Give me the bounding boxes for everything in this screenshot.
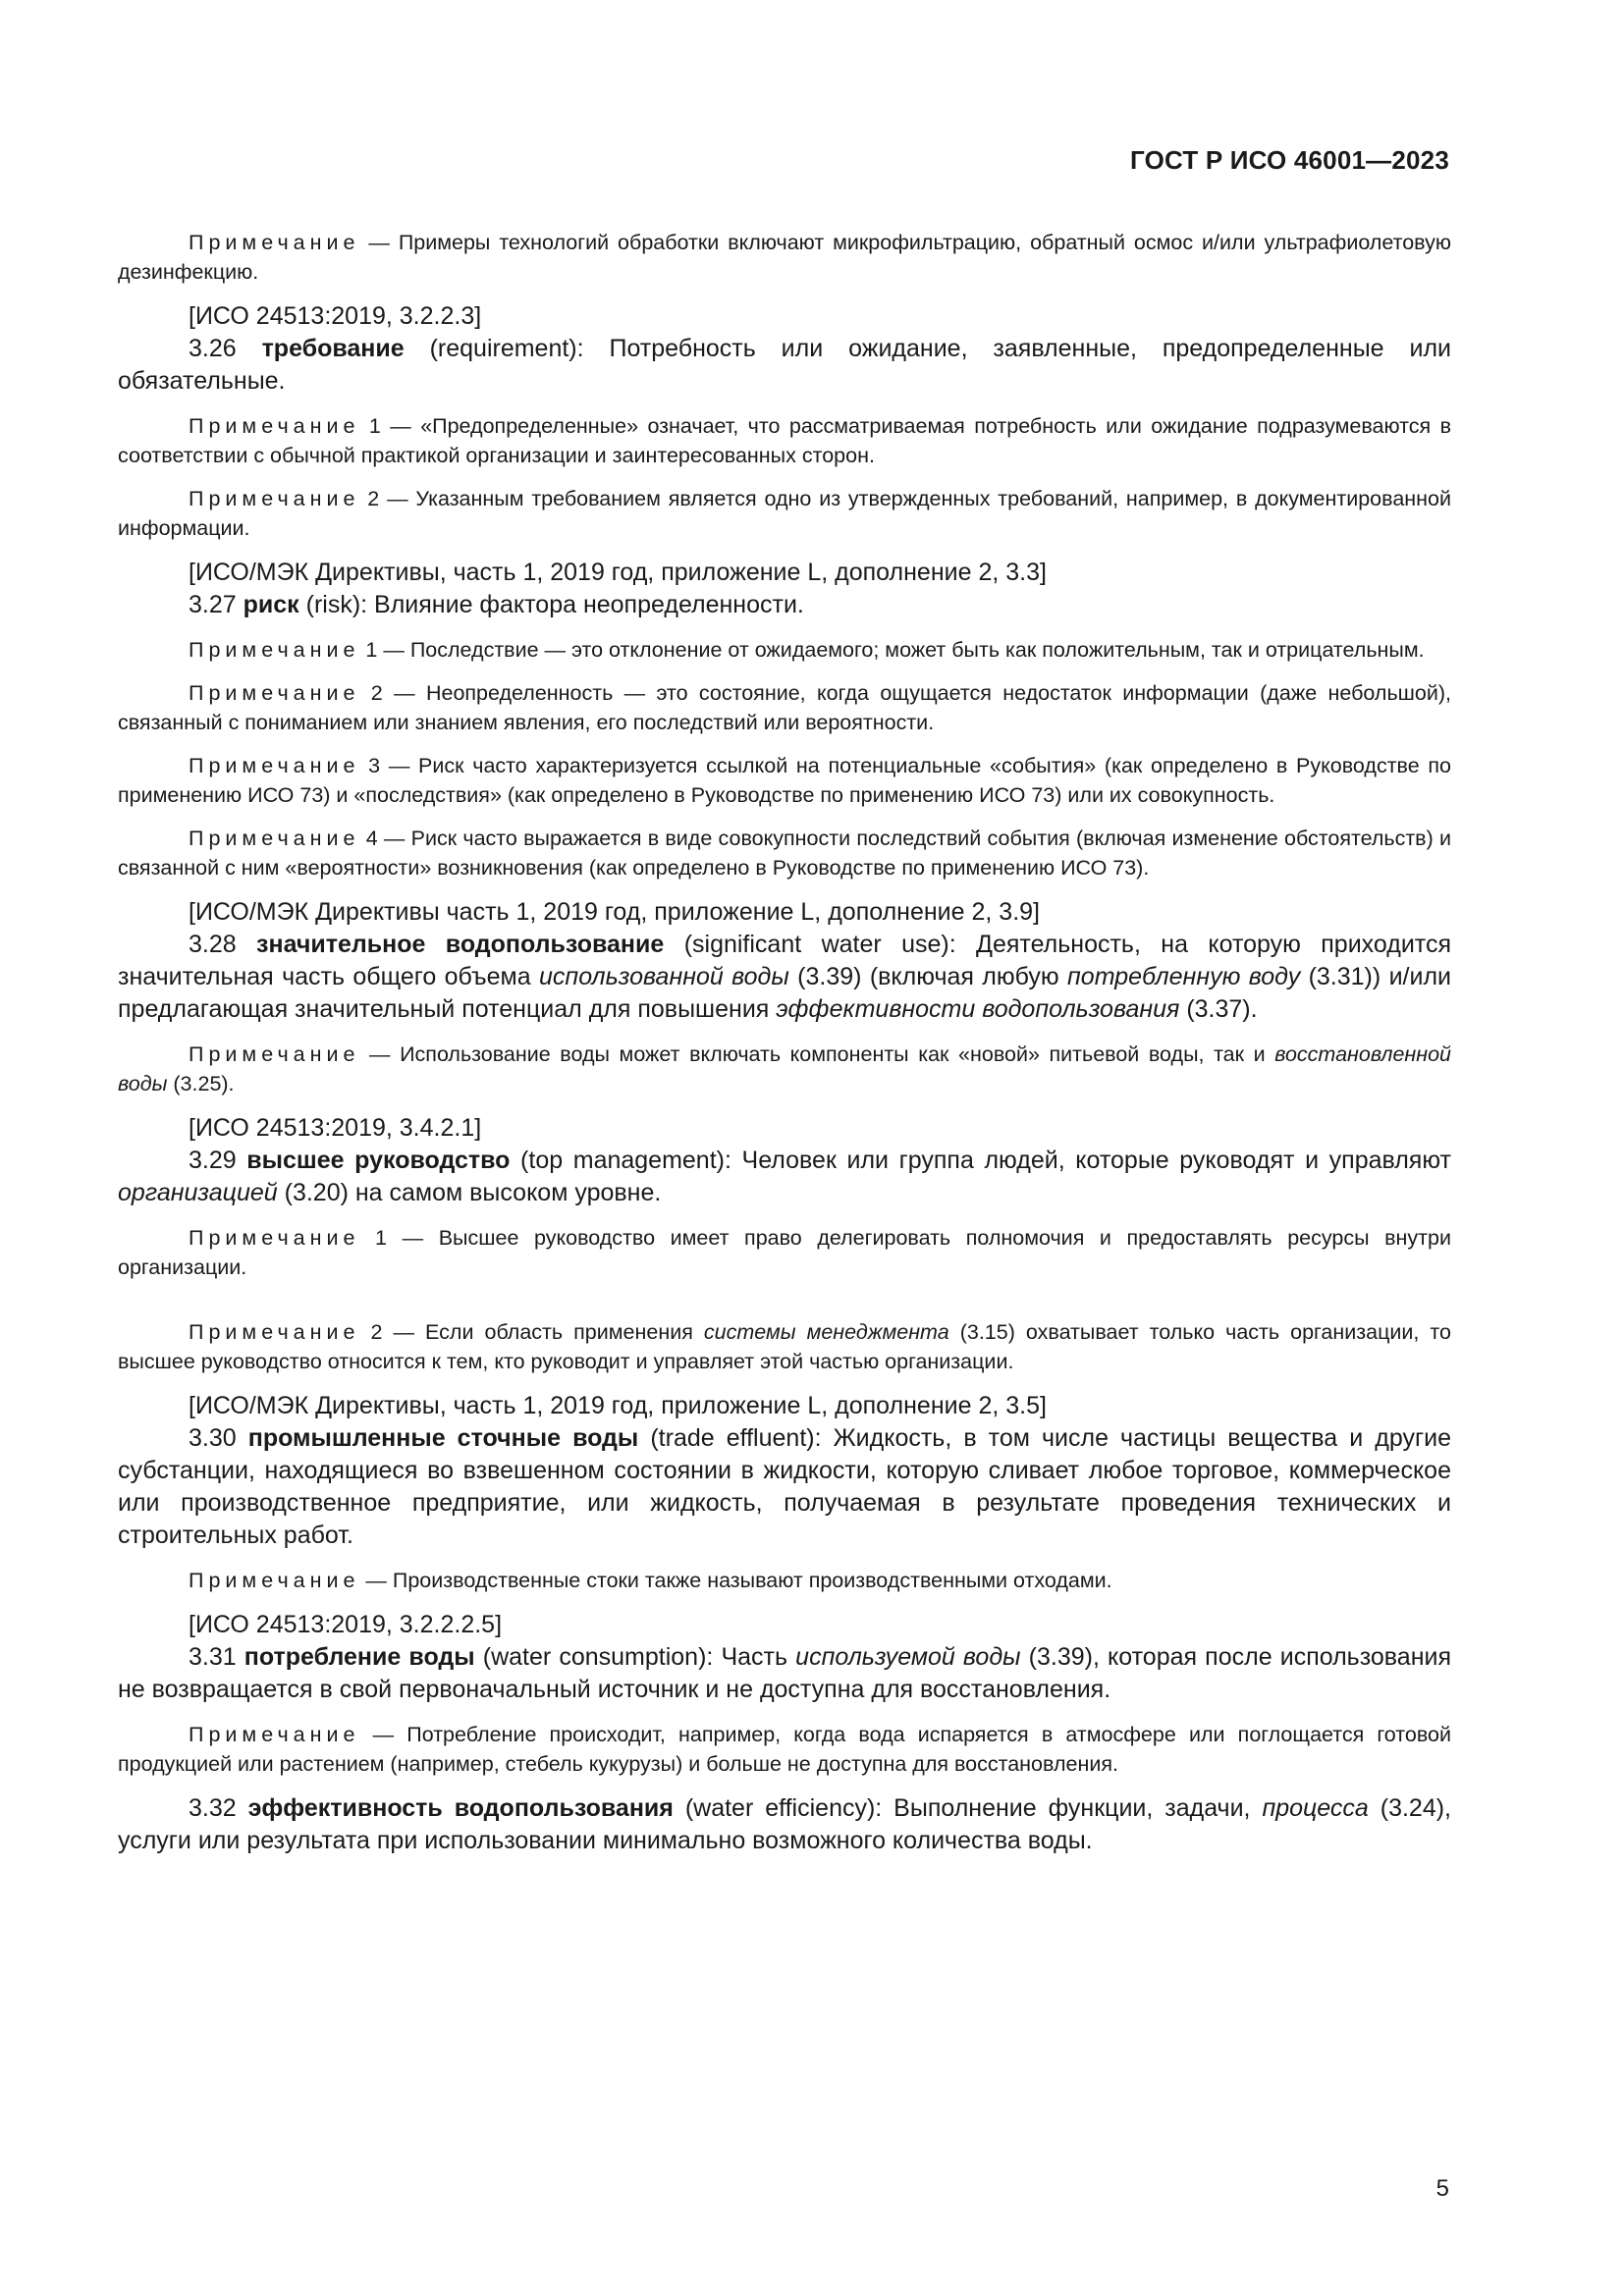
note-label: Примечание <box>189 754 360 777</box>
term-name: требование <box>261 335 405 362</box>
term-name: эффективность водопользования <box>247 1794 674 1822</box>
note-3-25: Примечание — Примеры технологий обработки включают микрофильтрацию, обратный осмос и/или ультрафиолетовую дезинфекцию. <box>118 231 1451 284</box>
note-label: Примечание <box>189 1569 360 1592</box>
cross-ref: использованной воды <box>539 963 789 990</box>
note-label: Примечание <box>189 1320 360 1344</box>
note-label: Примечание <box>189 1723 360 1746</box>
term-3-27: 3.27 риск (risk): Влияние фактора неопределенности. <box>189 591 804 618</box>
term-name: значительное водопользование <box>256 931 665 958</box>
note-3-29-2: Примечание 2 — Если область применения системы менеджмента (3.15) охватывает только часть организации, то высшее руководство относится к тем, кто руководит и управляет этой частью организации. <box>118 1320 1451 1373</box>
spacer <box>118 1595 1451 1609</box>
spacer <box>118 1098 1451 1112</box>
document-body <box>118 228 1451 1857</box>
note-label: Примечание <box>189 1042 360 1066</box>
cross-ref: восстановленной воды <box>118 1042 1451 1095</box>
note-label: Примечание <box>189 487 360 510</box>
term-name: потребление воды <box>244 1643 475 1671</box>
note-label: Примечание <box>189 1226 360 1250</box>
source-ref-3-25: [ИСО 24513:2019, 3.2.2.3] <box>189 302 482 330</box>
term-3-28: 3.28 значительное водопользование (significant water use): Деятельность, на которую приходится значительная часть общего объема использованной воды (3.39) (включая любую потребленную воду (3.31)) и/или предлагающая значительный потенциал для повышения эффективности водопользования (3.37). <box>118 931 1452 1023</box>
source-ref-3-29: [ИСО/МЭК Директивы, часть 1, 2019 год, приложение L, дополнение 2, 3.5] <box>189 1392 1047 1419</box>
cross-ref: системы менеджмента <box>703 1320 949 1344</box>
note-3-27-3: Примечание 3 — Риск часто характеризуется ссылкой на потенциальные «события» (как определено в Руководстве по применению ИСО 73) и «последствия» (как определено в Руководстве по применению ИСО 73) или их совокупность. <box>118 754 1451 807</box>
spacer <box>118 882 1451 896</box>
source-ref-3-26: [ИСО/МЭК Директивы, часть 1, 2019 год, приложение L, дополнение 2, 3.3] <box>189 559 1047 586</box>
term-3-29: 3.29 высшее руководство (top management): Человек или группа людей, которые руководят и управляют организацией (3.20) на самом высоком уровне. <box>118 1147 1451 1206</box>
term-name: промышленные сточные воды <box>247 1424 639 1452</box>
cross-ref: процесса <box>1262 1794 1369 1822</box>
spacer <box>118 287 1451 300</box>
spacer <box>118 1209 1451 1223</box>
document-header: ГОСТ Р ИСО 46001—2023 <box>1129 145 1449 175</box>
cross-ref: используемой воды <box>795 1643 1021 1671</box>
note-3-31: Примечание — Потребление происходит, например, когда вода испаряется в атмосфере или поглощается готовой продукцией или растением (например, стебель кукурузы) и больше не доступна для восстановления. <box>118 1723 1451 1776</box>
term-3-30: 3.30 промышленные сточные воды (trade effluent): Жидкость, в том числе частицы вещества и другие субстанции, находящиеся во взвешенном состоянии в жидкости, которую сливает любое торговое, коммерческое или производственное предприятие, или жидкость, получаемая в результате проведения технических и строительных работ. <box>118 1424 1451 1549</box>
note-3-27-1: Примечание 1 — Последствие — это отклонение от ожидаемого; может быть как положительным, так и отрицательным. <box>189 638 1425 662</box>
spacer <box>118 621 1451 635</box>
spacer <box>118 398 1451 411</box>
cross-ref: эффективности водопользования <box>776 995 1180 1023</box>
note-label: Примечание <box>189 827 360 850</box>
note-label: Примечание <box>189 681 360 705</box>
spacer <box>118 1552 1451 1566</box>
note-label: Примечание <box>189 231 360 254</box>
source-ref-3-27: [ИСО/МЭК Директивы часть 1, 2019 год, приложение L, дополнение 2, 3.9] <box>189 898 1040 926</box>
spacer <box>118 737 1451 751</box>
note-3-27-2: Примечание 2 — Неопределенность — это состояние, когда ощущается недостаток информации (даже небольшой), связанный с пониманием или знанием явления, его последствий или вероятности. <box>118 681 1451 734</box>
note-3-26-1: Примечание 1 — «Предопределенные» означает, что рассматриваемая потребность или ожидание подразумеваются в соответствии с обычной практикой организации и заинтересованных сторон. <box>118 414 1451 467</box>
source-ref-3-28: [ИСО 24513:2019, 3.4.2.1] <box>189 1114 482 1142</box>
spacer <box>118 1026 1451 1040</box>
source-ref-3-30: [ИСО 24513:2019, 3.2.2.2.5] <box>189 1611 503 1638</box>
note-label: Примечание <box>189 638 360 662</box>
note-3-26-2: Примечание 2 — Указанным требованием является одно из утвержденных требований, например, в документированной информации. <box>118 487 1451 540</box>
term-name: высшее руководство <box>246 1147 511 1174</box>
spacer <box>118 1376 1451 1390</box>
spacer <box>118 665 1451 678</box>
spacer <box>118 470 1451 484</box>
note-3-27-4: Примечание 4 — Риск часто выражается в виде совокупности последствий события (включая изменение обстоятельств) и связанной с ним «вероятности» возникновения (как определено в Руководстве по применению ИСО 73). <box>118 827 1451 880</box>
spacer <box>118 1779 1451 1792</box>
note-3-30: Примечание — Производственные стоки также называют производственными отходами. <box>189 1569 1112 1592</box>
term-name: риск <box>243 591 299 618</box>
term-3-26: 3.26 требование (requirement): Потребность или ожидание, заявленные, предопределенные или обязательные. <box>118 335 1451 395</box>
spacer <box>118 1706 1451 1720</box>
spacer <box>118 543 1451 557</box>
note-3-29-1: Примечание 1 — Высшее руководство имеет право делегировать полномочия и предоставлять ресурсы внутри организации. <box>118 1226 1451 1279</box>
note-label: Примечание <box>189 414 360 438</box>
cross-ref: потребленную воду <box>1067 963 1301 990</box>
spacer <box>118 1282 1451 1317</box>
spacer <box>118 810 1451 824</box>
note-3-28: Примечание — Использование воды может включать компоненты как «новой» питьевой воды, так и восстановленной воды (3.25). <box>118 1042 1451 1095</box>
term-3-31: 3.31 потребление воды (water consumption): Часть используемой воды (3.39), которая после использования не возвращается в свой первоначальный источник и не доступна для восстановления. <box>118 1643 1452 1703</box>
page-number: 5 <box>1435 2175 1449 2202</box>
term-3-32: 3.32 эффективность водопользования (water efficiency): Выполнение функции, задачи, процесса (3.24), услуги или результата при использовании минимально возможного количества воды. <box>118 1794 1452 1854</box>
cross-ref: организацией <box>118 1179 278 1206</box>
